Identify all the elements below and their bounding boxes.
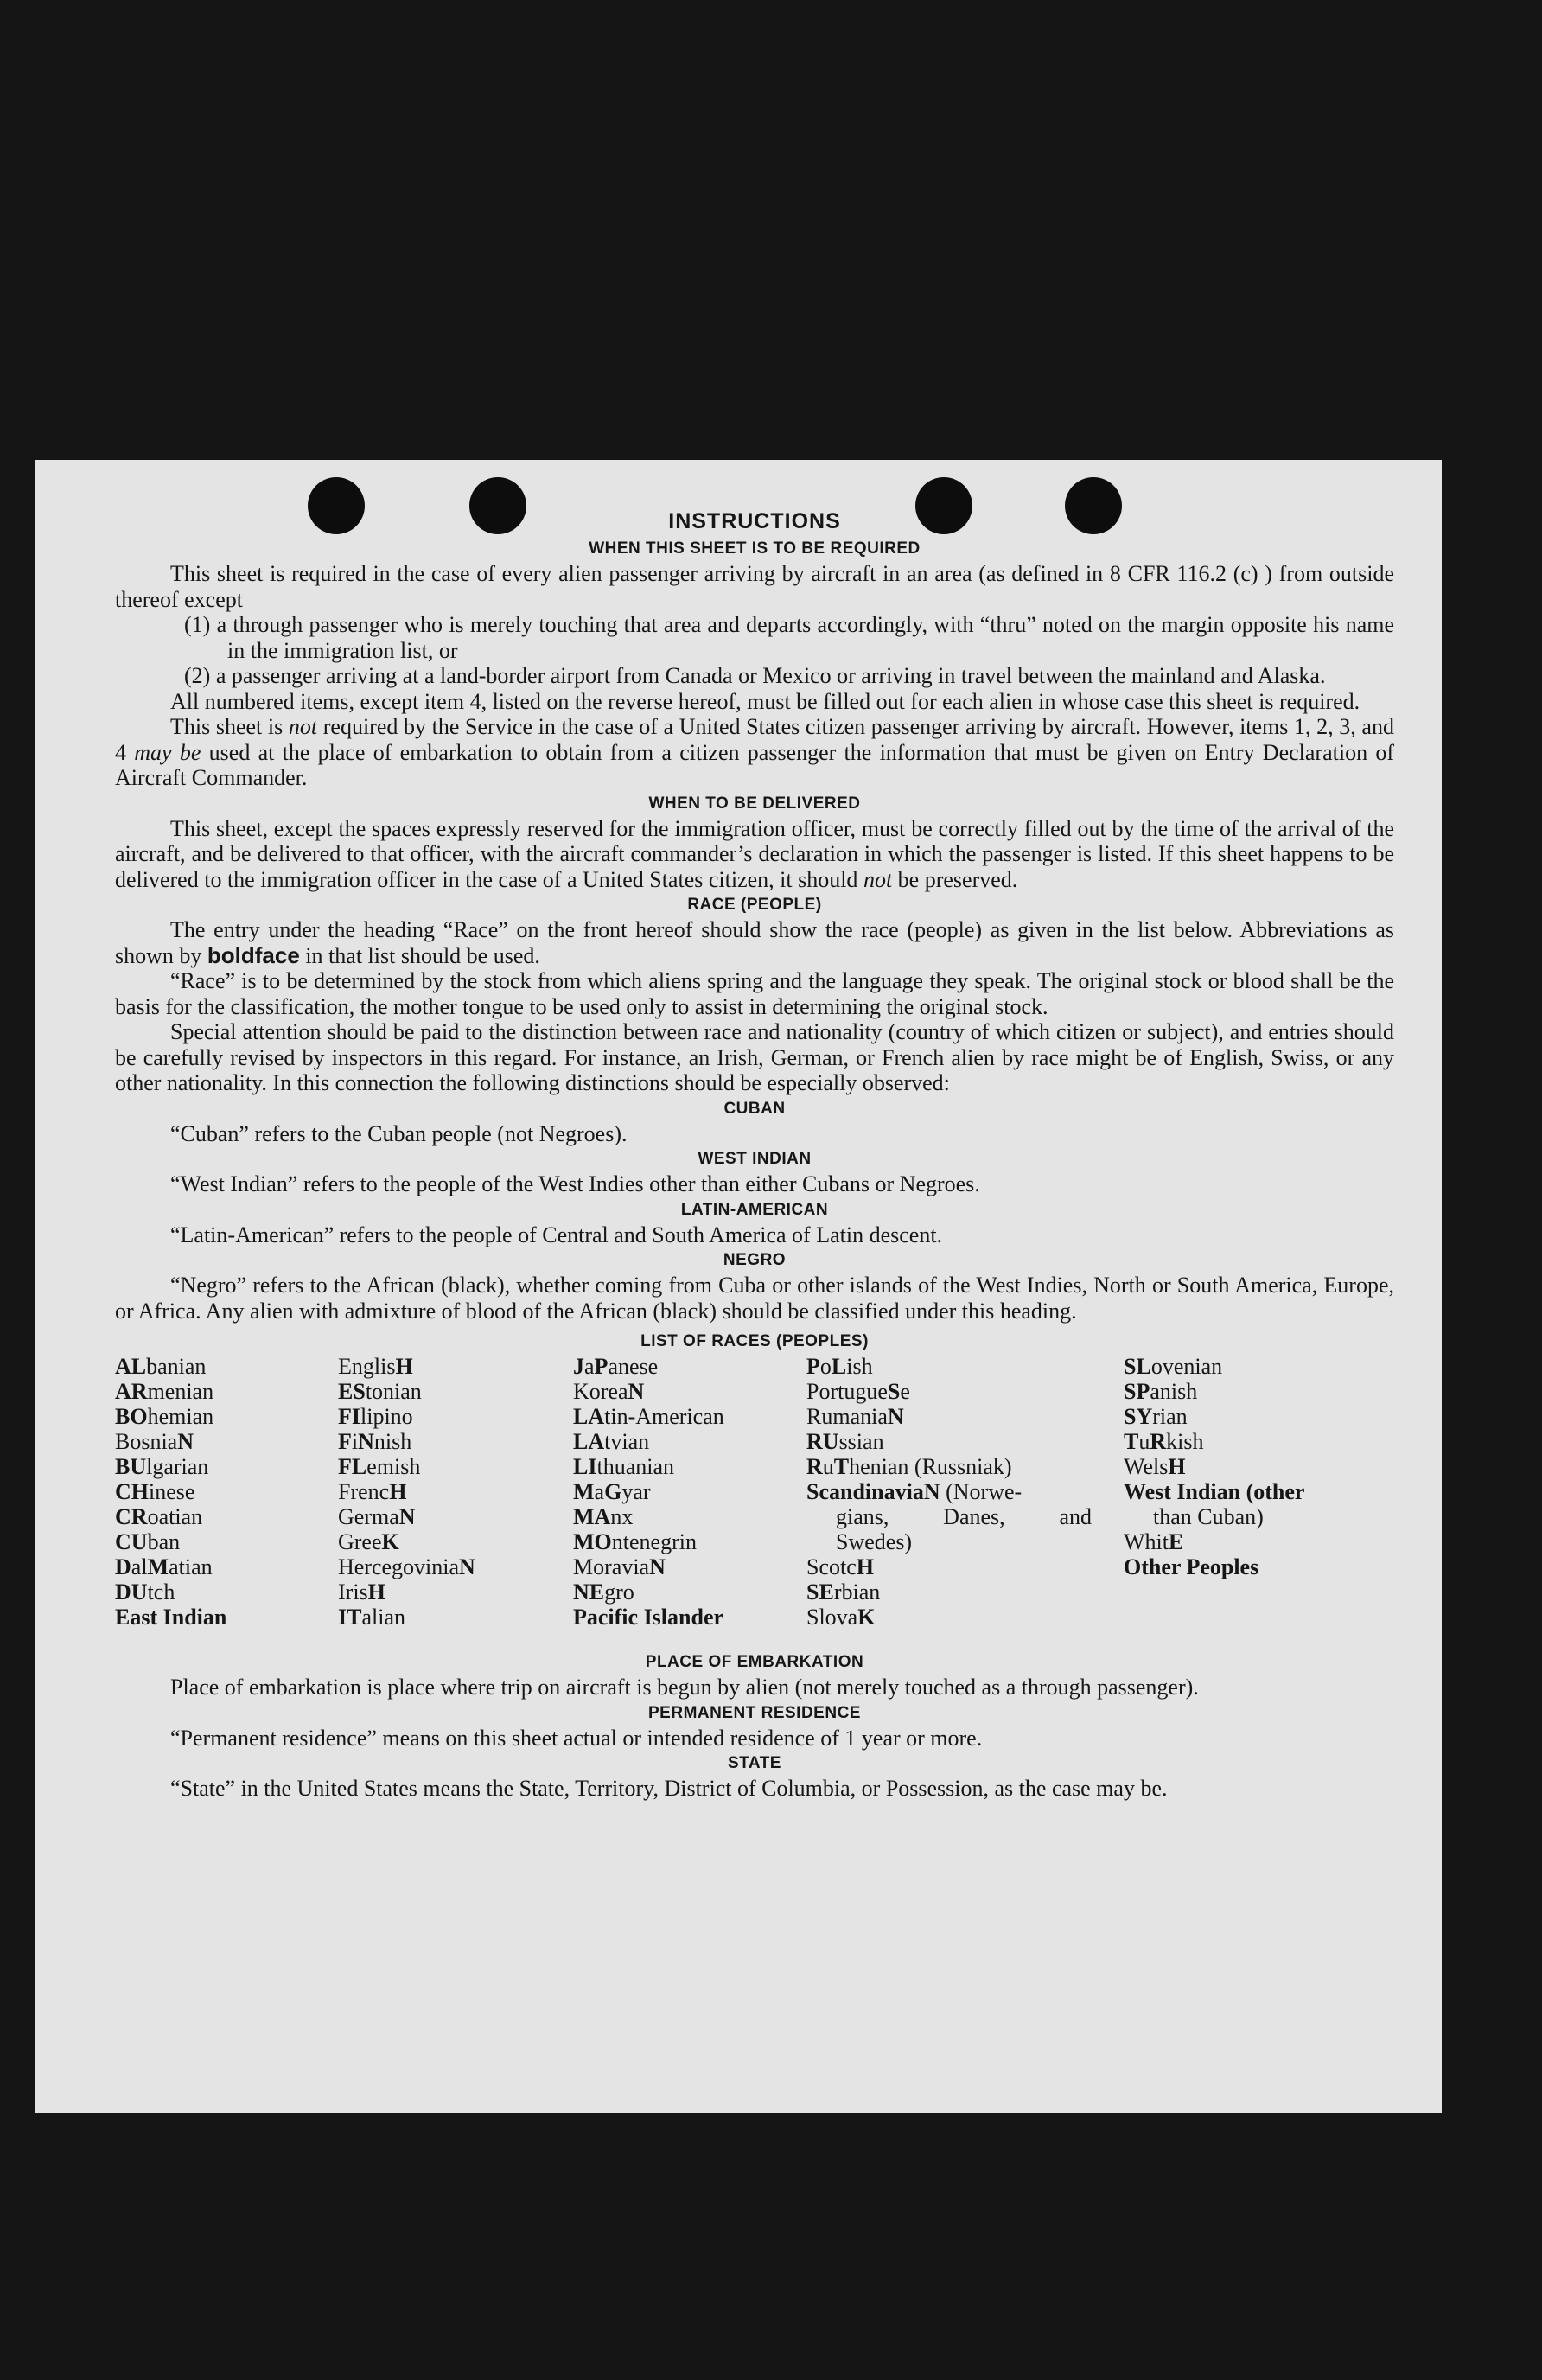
- paragraph: “Latin-American” refers to the people of Central and South America of Latin descent.: [170, 1222, 943, 1247]
- race-text: atian: [169, 1554, 213, 1579]
- race-entry: [338, 1354, 475, 1379]
- race-abbrev: N: [887, 1404, 904, 1429]
- race-text: nish: [373, 1429, 412, 1454]
- race-entry: [115, 1529, 226, 1554]
- italic-text: not: [863, 866, 893, 892]
- paragraph: “West Indian” refers to the people of the West Indies other than either Cubans or Negroes.: [170, 1171, 980, 1196]
- race-text: oatian: [147, 1504, 203, 1529]
- race-abbrev: MA: [573, 1504, 611, 1529]
- paragraph: All numbered items, except item 4, listed on the reverse hereof, must be filled out for each alien in whose case this sheet is required.: [170, 688, 1360, 714]
- race-abbrev: N: [398, 1504, 416, 1529]
- race-abbrev: M: [573, 1479, 595, 1504]
- race-abbrev: ScandinaviaN: [806, 1479, 940, 1504]
- race-text: u: [1138, 1429, 1150, 1454]
- race-text: rbian: [833, 1579, 881, 1605]
- race-abbrev: DU: [115, 1579, 148, 1605]
- race-text: tch: [147, 1579, 175, 1605]
- race-abbrev: SE: [806, 1579, 834, 1605]
- race-entry: [573, 1529, 724, 1554]
- race-abbrev: N: [358, 1429, 374, 1454]
- race-entry: [115, 1554, 226, 1579]
- race-abbrev: AR: [115, 1379, 148, 1404]
- heading-place-of-embarkation: PLACE OF EMBARKATION: [645, 1653, 864, 1671]
- race-text: ban: [147, 1529, 181, 1554]
- race-abbrev: L: [831, 1354, 847, 1379]
- race-abbrev: H: [856, 1554, 874, 1579]
- race-abbrev: P: [594, 1354, 609, 1379]
- race-entry: [338, 1404, 475, 1429]
- paragraph: Place of embarkation is place where trip on aircraft is begun by alien (not merely touched as a through passenger).: [170, 1675, 1199, 1700]
- race-abbrev: D: [115, 1554, 131, 1579]
- race-entry: [338, 1529, 475, 1554]
- race-text: ssian: [838, 1429, 884, 1454]
- race-abbrev: E: [1169, 1529, 1184, 1554]
- paragraph: “Permanent residence” means on this sheet actual or intended residence of 1 year or more.: [170, 1725, 983, 1751]
- race-abbrev: R: [1150, 1429, 1167, 1454]
- race-text: tonian: [365, 1379, 422, 1404]
- race-entry-continued: than Cuban): [1153, 1504, 1264, 1529]
- race-entry: [1124, 1379, 1304, 1404]
- race-entry: [1124, 1354, 1304, 1379]
- race-text: rian: [1152, 1404, 1188, 1429]
- race-abbrev: RU: [806, 1429, 839, 1454]
- race-abbrev: CU: [115, 1529, 148, 1554]
- bold-text: boldface: [207, 941, 300, 968]
- race-text: inese: [149, 1479, 195, 1504]
- paragraph: This sheet is required in the case of every alien passenger arriving by aircraft in an area (as defined in 8 CFR 116.2 (c) ) from outside thereof except: [115, 561, 1394, 612]
- race-entry: [573, 1429, 724, 1454]
- race-text: tvian: [604, 1429, 650, 1454]
- race-entry: [806, 1579, 1092, 1605]
- race-text: Frenc: [338, 1479, 390, 1504]
- race-entry: [573, 1379, 724, 1404]
- race-text: tin-American: [604, 1404, 724, 1429]
- race-abbrev: K: [857, 1605, 876, 1630]
- race-text: emish: [366, 1454, 421, 1479]
- exception-item: (1) a through passenger who is merely touching that area and departs accordingly, with “thru” noted on the margin opposite his name in the immigration list, or: [184, 612, 1394, 663]
- races-column: [573, 1354, 724, 1630]
- text-run: This sheet is: [170, 714, 289, 739]
- race-text: hemian: [147, 1404, 214, 1429]
- race-text: o: [819, 1354, 832, 1379]
- races-column: [338, 1354, 475, 1630]
- race-abbrev: N: [459, 1554, 475, 1579]
- race-abbrev: MO: [573, 1529, 612, 1554]
- races-group: [1124, 1529, 1304, 1579]
- race-abbrev: SY: [1124, 1404, 1153, 1429]
- race-abbrev: N: [628, 1379, 645, 1404]
- race-abbrev: LA: [573, 1404, 605, 1429]
- races-group: [1124, 1354, 1304, 1479]
- race-entry: [115, 1354, 226, 1379]
- race-abbrev: FL: [338, 1454, 367, 1479]
- race-entry: [573, 1554, 724, 1579]
- race-abbrev: K: [381, 1529, 399, 1554]
- paragraph: [115, 816, 1394, 893]
- race-text: Englis: [338, 1354, 396, 1379]
- race-text: ovenian: [1150, 1354, 1223, 1379]
- paragraph: [115, 917, 1394, 968]
- paragraph: “State” in the United States means the State, Territory, District of Columbia, or Possession, as the case may be.: [170, 1776, 1168, 1801]
- race-text: al: [131, 1554, 148, 1579]
- race-entry: [338, 1379, 475, 1404]
- heading-state: STATE: [728, 1754, 781, 1772]
- race-entry: [1124, 1529, 1304, 1554]
- instruction-sheet: [35, 460, 1442, 2113]
- race-abbrev: SP: [1124, 1379, 1150, 1404]
- race-text: Slova: [806, 1605, 858, 1630]
- race-entry: [115, 1379, 226, 1404]
- race-text: Portugue: [806, 1379, 888, 1404]
- race-text: a: [594, 1479, 605, 1504]
- race-abbrev: SL: [1124, 1354, 1151, 1379]
- race-entry: [573, 1479, 724, 1504]
- race-abbrev: J: [573, 1354, 584, 1379]
- paragraph: “Race” is to be determined by the stock from which aliens spring and the language they speak. The original stock or blood shall be the basis for the classification, the mother tongue to be used only to assist in determining the original stock.: [115, 968, 1394, 1019]
- race-entry: [806, 1479, 1092, 1504]
- text-run: used at the place of embarkation to obtain from a citizen passenger the information that must be given on Entry Declaration of Aircraft Commander.: [115, 739, 1394, 790]
- race-entry: [1124, 1429, 1304, 1454]
- race-text: a: [584, 1354, 595, 1379]
- race-text: lipino: [360, 1404, 413, 1429]
- race-text: Scotc: [806, 1554, 857, 1579]
- italic-text: may be: [134, 739, 201, 765]
- race-text: nx: [610, 1504, 634, 1529]
- race-entry: [1124, 1454, 1304, 1479]
- races-group: [806, 1554, 1092, 1630]
- race-abbrev: FI: [338, 1404, 360, 1429]
- heading-list-of-races: LIST OF RACES (PEOPLES): [640, 1332, 869, 1350]
- race-text: banian: [146, 1354, 207, 1379]
- race-entry: [573, 1354, 724, 1379]
- race-entry: [338, 1504, 475, 1529]
- text-run: The entry under the heading “Race” on the front hereof should show the race (people) as given in the list below. Abbreviations as shown by: [115, 917, 1394, 968]
- race-text: ish: [846, 1354, 873, 1379]
- race-abbrev: NE: [573, 1579, 605, 1605]
- text-run: in that list should be used.: [299, 942, 540, 968]
- sheet-content: [115, 508, 1394, 1802]
- races-column: [806, 1354, 1092, 1630]
- race-entry: [338, 1429, 475, 1454]
- race-entry: [115, 1479, 226, 1504]
- race-abbrev: S: [887, 1379, 901, 1404]
- race-abbrev: LI: [573, 1454, 597, 1479]
- race-entry: [573, 1454, 724, 1479]
- race-text: anese: [608, 1354, 659, 1379]
- race-text: Moravia: [573, 1554, 650, 1579]
- races-column: [1124, 1354, 1304, 1579]
- race-text: alian: [361, 1605, 405, 1630]
- race-abbrev: H: [367, 1579, 386, 1605]
- race-entry: [115, 1404, 226, 1429]
- race-abbrev: F: [338, 1429, 352, 1454]
- race-abbrev: N: [177, 1429, 194, 1454]
- paragraph: [115, 714, 1394, 791]
- race-abbrev: H: [1168, 1454, 1186, 1479]
- race-text: thuanian: [596, 1454, 674, 1479]
- race-entry: [806, 1379, 1092, 1404]
- italic-text: not: [288, 714, 318, 739]
- race-text: Bosnia: [115, 1429, 178, 1454]
- heading-permanent-residence: PERMANENT RESIDENCE: [648, 1703, 861, 1722]
- races-list: [115, 1354, 1394, 1649]
- race-text: (Norwe-: [946, 1479, 1023, 1504]
- race-entry: [573, 1504, 724, 1529]
- heading-latin-american: LATIN-AMERICAN: [680, 1200, 829, 1219]
- race-abbrev: CR: [115, 1504, 148, 1529]
- heading-when-delivered: WHEN TO BE DELIVERED: [648, 794, 861, 813]
- race-entry: [338, 1579, 475, 1605]
- race-entry: [806, 1454, 1092, 1479]
- exception-item: (2) a passenger arriving at a land-border airport from Canada or Mexico or arriving in travel between the mainland and Alaska.: [184, 663, 1326, 688]
- race-abbrev: BU: [115, 1454, 147, 1479]
- text-run: This sheet, except the spaces expressly reserved for the immigration officer, must be correctly filled out by the time of the arrival of the aircraft, and be delivered to that officer, with the aircraft commander’s declaration in which the passenger is listed. If this sheet happens to be delivered to the immigration officer in the case of a United States citizen, it should: [115, 815, 1394, 892]
- race-text: Gree: [338, 1529, 382, 1554]
- race-entry: [573, 1579, 724, 1605]
- race-abbrev: IT: [338, 1605, 362, 1630]
- race-abbrev: H: [395, 1354, 413, 1379]
- race-abbrev: BO: [115, 1404, 148, 1429]
- paragraph: “Cuban” refers to the Cuban people (not Negroes).: [170, 1120, 628, 1146]
- race-entry: West Indian (other: [1124, 1479, 1305, 1504]
- race-text: lgarian: [146, 1454, 209, 1479]
- page-title: INSTRUCTIONS: [668, 509, 841, 533]
- race-text: u: [822, 1454, 834, 1479]
- race-text: Rumania: [806, 1404, 888, 1429]
- race-entry: [115, 1579, 226, 1605]
- heading-when-required: WHEN THIS SHEET IS TO BE REQUIRED: [589, 539, 921, 558]
- race-abbrev: T: [1124, 1429, 1139, 1454]
- race-entry: [115, 1429, 226, 1454]
- race-text: Whit: [1124, 1529, 1169, 1554]
- race-entry: [573, 1605, 724, 1630]
- race-abbrev: M: [147, 1554, 169, 1579]
- race-text: e: [900, 1379, 910, 1404]
- race-entry: [806, 1354, 1092, 1379]
- race-abbrev: AL: [115, 1354, 147, 1379]
- race-abbrev: R: [806, 1454, 823, 1479]
- race-text: Hercegovinia: [338, 1554, 460, 1579]
- race-entry: [1124, 1404, 1304, 1429]
- race-text: henian (Russniak): [849, 1454, 1012, 1479]
- text-run: required by the Service in the case of a United States citizen passenger arriving by aircraft. However, items 1, 2, 3, and 4: [115, 714, 1394, 765]
- race-entry: [115, 1605, 226, 1630]
- race-entry: [573, 1404, 724, 1429]
- heading-cuban: CUBAN: [723, 1099, 786, 1118]
- race-entry-continued: Swedes): [836, 1529, 913, 1554]
- race-text: Wels: [1124, 1454, 1169, 1479]
- race-entry: [338, 1454, 475, 1479]
- race-abbrev: ES: [338, 1379, 366, 1404]
- race-text: yar: [621, 1479, 651, 1504]
- race-entry: [338, 1479, 475, 1504]
- race-abbrev: Other Peoples: [1124, 1554, 1259, 1579]
- race-abbrev: G: [604, 1479, 622, 1504]
- race-abbrev: Pacific Islander: [573, 1605, 724, 1630]
- race-text: Korea: [573, 1379, 628, 1404]
- race-entry: [338, 1554, 475, 1579]
- heading-race: RACE (PEOPLE): [687, 896, 822, 914]
- race-entry: [115, 1504, 226, 1529]
- race-entry: [1124, 1554, 1304, 1579]
- text-run: be preserved.: [892, 866, 1018, 892]
- race-text: kish: [1166, 1429, 1204, 1454]
- race-abbrev: LA: [573, 1429, 605, 1454]
- race-entry: [115, 1454, 226, 1479]
- race-abbrev: CH: [115, 1479, 149, 1504]
- race-text: ntenegrin: [611, 1529, 697, 1554]
- race-abbrev: T: [833, 1454, 850, 1479]
- race-entry: [806, 1554, 1092, 1579]
- paragraph: “Negro” refers to the African (black), whether coming from Cuba or other islands of the West Indies, North or South America, Europe, or Africa. Any alien with admixture of blood of the African (black) should be classified under this heading.: [115, 1273, 1394, 1324]
- race-entry-continued: gians, Danes, and: [836, 1504, 1092, 1529]
- race-text: Germa: [338, 1504, 399, 1529]
- race-entry: [338, 1605, 475, 1630]
- heading-negro: NEGRO: [723, 1251, 787, 1269]
- race-entry: [806, 1429, 1092, 1454]
- race-abbrev: H: [389, 1479, 407, 1504]
- race-abbrev: P: [806, 1354, 820, 1379]
- races-group: [806, 1354, 1092, 1479]
- race-abbrev: N: [649, 1554, 666, 1579]
- race-text: i: [351, 1429, 359, 1454]
- race-text: menian: [147, 1379, 214, 1404]
- race-entry: [806, 1605, 1092, 1630]
- paragraph: Special attention should be paid to the distinction between race and nationality (country of which citizen or subject), and entries should be carefully revised by inspectors in this regard. For instance, an Irish, German, or French alien by race might be of English, Swiss, or any other nationality. In this connection the following distinctions should be especially observed:: [115, 1019, 1394, 1095]
- races-column: [115, 1354, 226, 1630]
- race-text: anish: [1150, 1379, 1198, 1404]
- race-abbrev: East Indian: [115, 1605, 227, 1630]
- race-text: Iris: [338, 1579, 368, 1605]
- race-text: gro: [604, 1579, 634, 1605]
- race-entry: [806, 1404, 1092, 1429]
- heading-west-indian: WEST INDIAN: [698, 1150, 812, 1168]
